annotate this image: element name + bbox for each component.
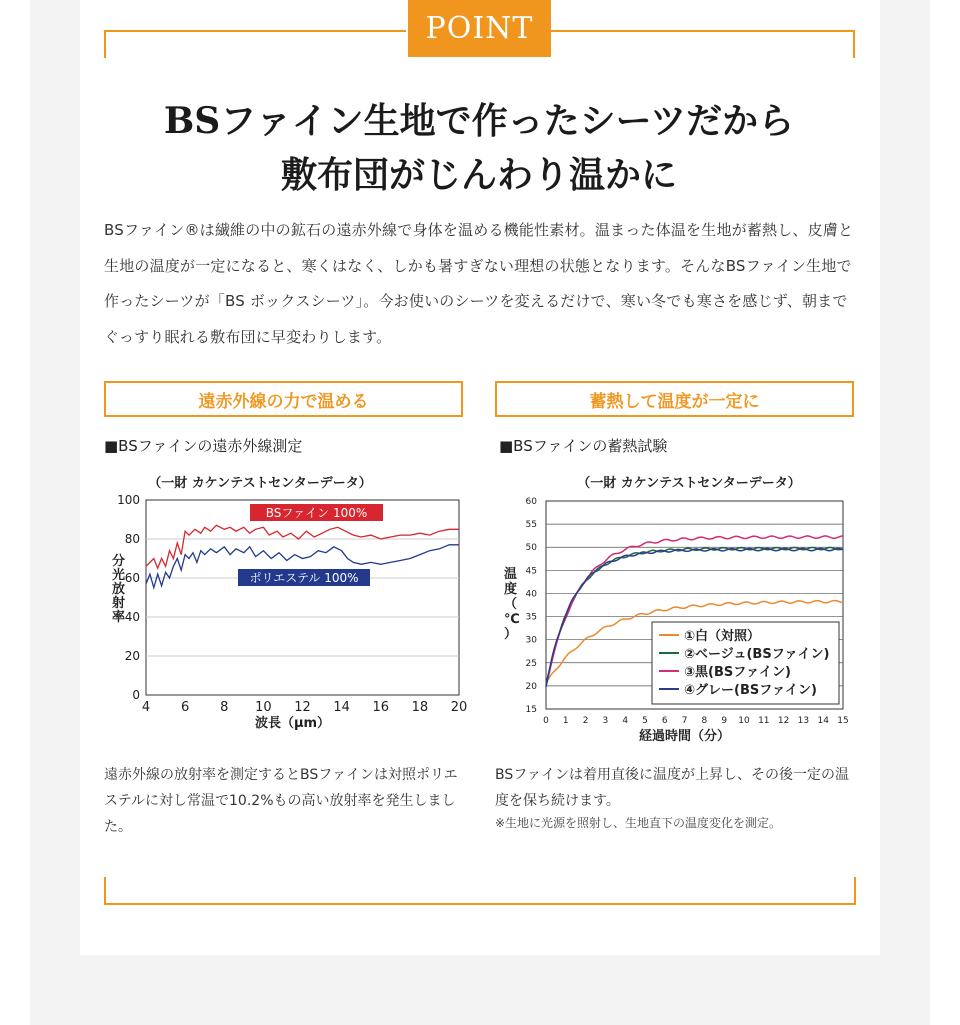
legend-entry: ③黒(BSファイン) <box>684 665 791 680</box>
bs-fine-label: BSファイン 100% <box>265 506 368 520</box>
x-tick-label: 6 <box>180 700 190 715</box>
y-tick-label: 25 <box>525 658 537 669</box>
x-tick-label: 18 <box>411 700 429 715</box>
legend-entry: ①白（対照） <box>684 629 761 644</box>
chart-source-label: （一財 カケンテストセンターデータ） <box>577 476 801 491</box>
x-tick-label: 2 <box>582 716 589 726</box>
y-tick-label: 60 <box>525 497 537 507</box>
temperature-chart <box>492 465 854 750</box>
x-tick-label: 14 <box>817 716 829 726</box>
lead-text: BSファイン®は繊維の中の鉱石の遠赤外線で身体を温める機能性素材。温まった体温を生地が蓄熱し、皮膚と生地の温度が一定になると、寒くはなく、しかも暑すぎない理想の状態となります。そんなBSファイン生地で作ったシーツが「BS ボックスシーツ」。今お使いのシーツを変えるだけで、寒い冬でも寒さを感じず、朝までぐっすり眠れる敷布団に早変わりします。 <box>104 221 854 346</box>
y-tick-label: 80 <box>124 532 140 546</box>
y-tick-label: 40 <box>525 589 537 600</box>
headline-line-2: 敷布団がじんわり温かに <box>280 154 677 196</box>
legend-entry: ④グレー(BSファイン) <box>684 683 817 698</box>
y-tick-label: 55 <box>525 520 537 531</box>
x-tick-label: 1 <box>562 716 569 726</box>
y-tick-label: 20 <box>525 681 537 692</box>
x-tick-label: 5 <box>642 716 648 726</box>
x-tick-label: 11 <box>758 716 770 726</box>
x-tick-label: 6 <box>661 716 668 726</box>
x-tick-label: 10 <box>255 700 272 715</box>
x-tick-label: 7 <box>681 716 688 726</box>
subtitle-far-infrared: ■BSファインの遠赤外線測定 <box>104 437 303 455</box>
y-tick-label: 100 <box>117 493 140 507</box>
headline <box>104 94 854 202</box>
description-far-infrared: 遠赤外線の放射率を測定するとBSファインは対照ポリエステルに対し常温で10.2%もの高い放射率を発生しました。 <box>104 767 458 835</box>
measurement-note: ※生地に光源を照射し、生地直下の温度変化を測定。 <box>495 816 782 830</box>
x-axis-label: 経過時間（分） <box>638 729 731 744</box>
y-tick-label: 40 <box>124 610 140 624</box>
emissivity-chart <box>100 465 468 735</box>
polyester-label: ポリエステル 100% <box>249 571 359 585</box>
x-tick-label: 15 <box>837 716 849 726</box>
x-tick-label: 0 <box>543 716 549 726</box>
y-tick-label: 35 <box>525 612 537 623</box>
section-heading-heat-storage: 蓄熱して温度が一定に <box>495 381 854 417</box>
x-tick-label: 8 <box>701 716 708 726</box>
y-tick-label: 0 <box>132 688 140 702</box>
legend-entry: ②ベージュ(BSファイン) <box>684 647 830 662</box>
subtitle-heat-storage: ■BSファインの蓄熱試験 <box>499 437 668 455</box>
description-heat-storage: BSファインは着用直後に温度が上昇し、その後一定の温度を保ち続けます。 <box>495 767 849 809</box>
section-heading-far-infrared: 遠赤外線の力で温める <box>104 381 463 417</box>
point-badge: POINT <box>408 0 551 57</box>
frame-top-right <box>551 30 855 58</box>
x-tick-label: 3 <box>602 716 609 726</box>
y-tick-label: 60 <box>124 571 140 585</box>
y-tick-label: 30 <box>525 635 537 646</box>
y-axis-label: 分光放射率 <box>112 554 126 625</box>
x-tick-label: 13 <box>797 716 810 726</box>
frame-bottom <box>104 877 856 905</box>
x-tick-label: 16 <box>372 700 390 715</box>
x-axis-label: 波長（μm） <box>254 716 331 731</box>
chart-source-label: （一財 カケンテストセンターデータ） <box>148 476 372 491</box>
plot-area <box>146 500 459 695</box>
x-tick-label: 12 <box>777 716 790 726</box>
x-tick-label: 9 <box>721 716 728 726</box>
headline-line-1: BSファイン生地で作ったシーツだから <box>163 100 795 142</box>
x-tick-label: 20 <box>450 700 468 715</box>
y-tick-label: 15 <box>525 705 537 715</box>
y-tick-label: 50 <box>525 543 537 554</box>
x-tick-label: 14 <box>333 700 350 715</box>
x-tick-label: 12 <box>294 700 311 715</box>
frame-top-left <box>104 30 406 58</box>
x-tick-label: 10 <box>738 716 750 726</box>
x-tick-label: 4 <box>141 700 151 715</box>
y-axis-label: 温度（℃） <box>504 567 520 642</box>
x-tick-label: 8 <box>220 700 229 715</box>
y-tick-label: 45 <box>525 566 537 577</box>
x-tick-label: 4 <box>622 716 629 726</box>
y-tick-label: 20 <box>124 649 140 663</box>
